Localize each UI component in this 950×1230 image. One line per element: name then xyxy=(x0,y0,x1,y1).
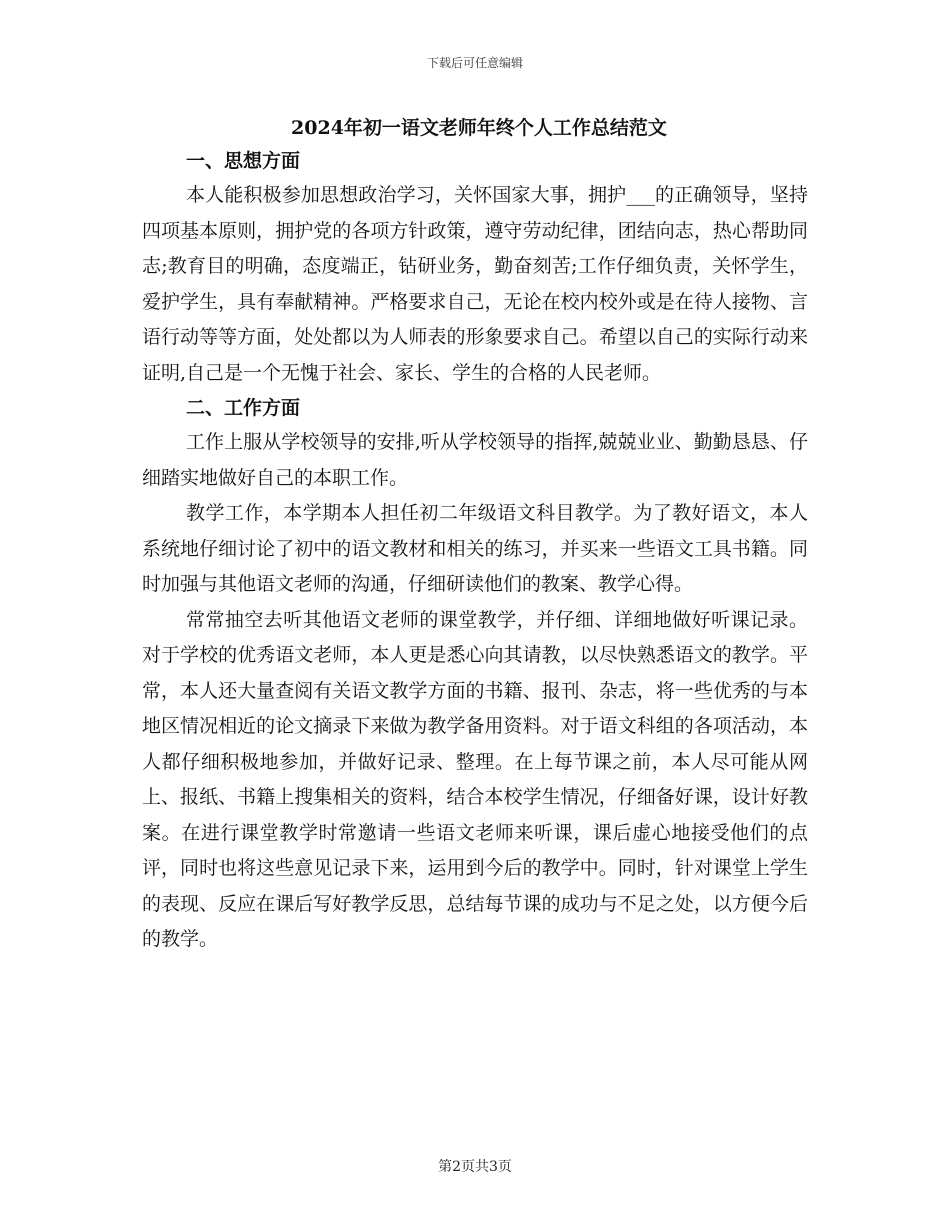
section-heading-ideology: 一、思想方面 xyxy=(186,150,301,172)
document-body xyxy=(142,112,808,958)
section-heading-work: 二、工作方面 xyxy=(186,397,301,419)
paragraph-work-2: 教学工作，本学期本人担任初二年级语文科目教学。为了教好语文，本人系统地仔细讨论了初中的语文教材和相关的练习，并买来一些语文工具书籍。同时加强与其他语文老师的沟通，仔细研读他们的教案、教学心得。 xyxy=(142,502,808,595)
paragraph-ideology: 本人能积极参加思想政治学习，关怀国家大事，拥护___的正确领导，坚持四项基本原则，拥护党的各项方针政策，遵守劳动纪律，团结向志，热心帮助同志;教育目的明确，态度端正，钻研业务，勤奋刻苦;工作仔细负责，关怀学生，爱护学生，具有奉献精神。严格要求自己，无论在校内校外或是在待人接物、言语行动等等方面，处处都以为人师表的形象要求自己。希望以自己的实际行动来证明,自己是一个无愧于社会、家长、学生的合格的人民老师。 xyxy=(142,184,808,384)
document-title: 2024年初一语文老师年终个人工作总结范文 xyxy=(291,117,667,139)
header-note: 下载后可任意编辑 xyxy=(426,56,523,70)
page-number: 第2页共3页 xyxy=(438,1159,512,1175)
paragraph-work-1: 工作上服从学校领导的安排,听从学校领导的指挥,兢兢业业、勤勤恳恳、仔细踏实地做好自己的本职工作。 xyxy=(142,431,808,489)
paragraph-work-3: 常常抽空去听其他语文老师的课堂教学，并仔细、详细地做好听课记录。对于学校的优秀语文老师，本人更是悉心向其请教，以尽快熟悉语文的教学。平常，本人还大量查阅有关语文教学方面的书籍、报刊、杂志，将一些优秀的与本地区情况相近的论文摘录下来做为教学备用资料。对于语文科组的各项活动，本人都仔细积极地参加，并做好记录、整理。在上每节课之前，本人尽可能从网上、报纸、书籍上搜集相关的资料，结合本校学生情况，仔细备好课，设计好教案。在进行课堂教学时常邀请一些语文老师来听课，课后虚心地接受他们的点评，同时也将这些意见记录下来，运用到今后的教学中。同时，针对课堂上学生的表现、反应在课后写好教学反思，总结每节课的成功与不足之处，以方便今后的教学。 xyxy=(142,608,808,950)
